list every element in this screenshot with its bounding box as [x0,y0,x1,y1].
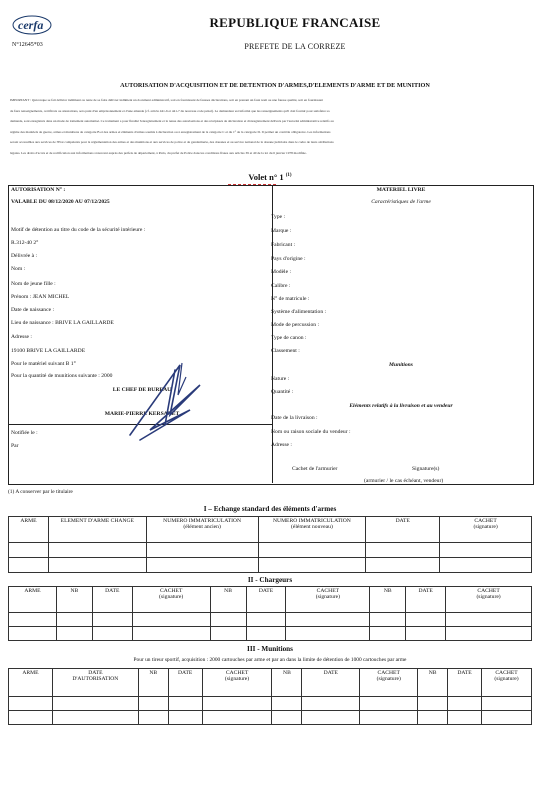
chargeurs-table [8,586,532,641]
col-header: CACHET (signature) [446,587,532,613]
type-field: Type : [271,214,286,220]
materiel-livre-title: MATERIEL LIVRE [376,187,426,193]
delivree-label: Délivrée à : [11,253,38,259]
lieu-naissance-field: Lieu de naissance : BRIVE LA GAILLARDE [11,320,114,326]
footnote: (1) A conserver par le titulaire [8,489,73,495]
table-row [9,711,532,725]
col-header: ARME [9,669,53,697]
table-row [9,558,532,573]
col-header: CACHET (signature) [132,587,210,613]
pays-origine-field: Pays d'origine : [271,256,306,262]
percussion-field: Mode de percussion : [271,322,320,328]
fabricant-field: Fabricant : [271,242,296,248]
table-row [9,697,532,711]
volet-text: Volet n° 1 [248,172,284,182]
col-header: DATE [246,587,286,613]
arme-caracteristiques: Caractéristiques de l'arme [371,199,431,205]
table-header-row [9,669,532,697]
par-field: Par [11,443,19,449]
echange-table [8,516,532,573]
col-header: NB [418,669,448,697]
modele-field: Modèle : [271,269,292,275]
section-munitions-title: III - Munitions [247,645,293,653]
notice-line: légales. Les droits d'accès et de rectification aux informations s'exercent auprès des préfets de département, à Paris, du préfet de Police dans les conditions fixées aux articles 39 et 40 de la loi du 6 janvier 1978 modifiée. [10,150,307,155]
date-livraison-field: Date de la livraison : [271,415,318,421]
signataire-name: MARIE-PIERRE KERSANET [104,411,180,417]
prenom-field: Prénom : JEAN MICHEL [11,294,70,300]
legal-notice [10,95,530,158]
notice-line: demande, sont enregistrés dans un mode de traitement automatisé. Ce traitement a pour finalité l'enregistrement et la tenue des autorisations et des récépissés de déclaration et d'enregistrement délivrés par l'autorité administrative relatifs au [10,119,334,123]
col-header: DATE [448,669,482,697]
table-row [9,543,532,558]
table-header-row [9,587,532,613]
col-header: DATE [92,587,132,613]
materiel-field: Pour le matériel suivant B 1° [11,361,76,367]
col-header: NB [272,669,302,697]
volet-label [220,172,320,182]
quantite-field: Quantité : [271,389,294,395]
table-header-row [9,517,532,543]
col-header: DATE [366,517,440,543]
col-header: NB [56,587,92,613]
col-header: DATE [302,669,360,697]
type-canon-field: Type de canon : [271,335,307,341]
chef-bureau: LE CHEF DE BUREAU [112,387,172,393]
col-header: ELEMENT D'ARME CHANGE [48,517,146,543]
vendeur-field: Nom ou raison sociale du vendeur : [271,429,351,435]
marque-field: Marque : [271,228,292,234]
prefecture-heading: PREFETE DE LA CORREZE [244,42,346,51]
col-header: NB [138,669,168,697]
table-row [9,627,532,641]
validity-dates: VALABLE DU 08/12/2020 AU 07/12/2025 [11,199,110,205]
col-header: CACHET (signature) [482,669,532,697]
col-header: DATE [168,669,202,697]
calibre-field: Calibre : [271,283,291,289]
munitions-quantity-field: Pour la quantité de munitions suivante : 2000 [11,373,113,379]
notice-line: de faux renseignements, certificats ou attestations, sera puni d'un emprisonnement et d'une amende (cf. article 441-6 et 441-7 du nouveau code pénal). Le demandeur est informé que les renseignements qu'il doit fournir pour satisfaire sa [10,108,330,113]
motif-value: R.312-40 2° [11,240,39,246]
section-echange-title: I – Echange standard des éléments d'armes [203,505,337,513]
munitions-note: Pour un tireur sportif, acquisition : 2000 cartouches par arme et par an dans la limite de détention de 1000 cartouches par arme [133,657,407,663]
signatures-label: Signature(s) [412,466,440,472]
col-header: CACHET (signature) [440,517,532,543]
date-naissance-field: Date de naissance : [11,307,55,313]
ville-field: 19100 BRIVE LA GAILLARDE [11,348,86,354]
col-header: NUMERO IMMATRICULATION (élément ancien) [146,517,258,543]
cachet-armurier: Cachet de l'armurier [292,466,338,472]
col-header: ARME [9,517,49,543]
nature-field: Nature : [271,376,290,382]
col-header: CACHET (signature) [360,669,418,697]
classement-field: Classement : [271,348,300,354]
vendeur-adresse-field: Adresse : [271,442,292,448]
volet-note: (1) [285,173,292,179]
motif-label: Motif de détention au titre du code de la sécurité intérieure : [11,227,146,233]
logo-text: cerfa [18,18,44,32]
notifie-field: Notifiée le : [11,430,38,436]
nom-jeune-fille-field: Nom de jeune fille : [11,281,56,287]
col-header: NB [210,587,246,613]
nom-field: Nom : [11,266,26,272]
notice-line: seront accessibles aux services de l'Etat compétents pour la réglementation des armes et des munitions et aux services de police et de gendarmerie, des douanes et au service national de la douane judiciaire dans le cadre de leurs attributions [10,140,334,144]
republic-heading: REPUBLIQUE FRANCAISE [209,15,381,30]
col-header: NUMERO IMMATRICULATION (élément nouveau) [258,517,366,543]
col-header: DATE D'AUTORISATION [52,669,138,697]
matricule-field: N° de matricule : [271,296,310,302]
munitions-title: Munitions [389,362,413,368]
col-header: CACHET (signature) [202,669,272,697]
section-chargeurs-title: II - Chargeurs [247,576,293,584]
munitions-table [8,668,532,725]
alimentation-field: Système d'alimentation : [271,309,327,315]
col-header: NB [370,587,406,613]
cerfa-logo [12,14,54,36]
table-row [9,613,532,627]
document-title: AUTORISATION D'ACQUISITION ET DE DETENTION D'ARMES,D'ELEMENTS D'ARME ET DE MUNITION [120,82,430,89]
adresse-field: Adresse : [11,334,32,340]
livraison-title: Eléments relatifs à la livraison et au vendeur [349,403,453,409]
notice-line: IMPORTANT : Quiconque se fait délivrer indûment ou tente de se faire délivrer indûment un document administratif, soit en fournissant de fausses déclarations, soit en prenant un faux nom ou une fausse qualité, soit en fournissant [10,98,324,102]
col-header: ARME [9,587,57,613]
col-header: CACHET (signature) [286,587,370,613]
col-header: DATE [406,587,446,613]
form-number: N°12645*03 [12,42,43,48]
signature-scribble [120,355,210,445]
autorisation-label: AUTORISATION N° : [11,187,66,193]
signature-note: (armurier / le cas échéant, vendeur) [364,478,444,484]
notice-line: régime des matériels de guerre, armes et munitions de catégorie B et des armes et éléments d'armes soumis à déclaration ou à enregistrement de la catégorie C et du 1° de la catégorie D. Il permet un contrôle obligatoire. Les informations [10,129,331,134]
